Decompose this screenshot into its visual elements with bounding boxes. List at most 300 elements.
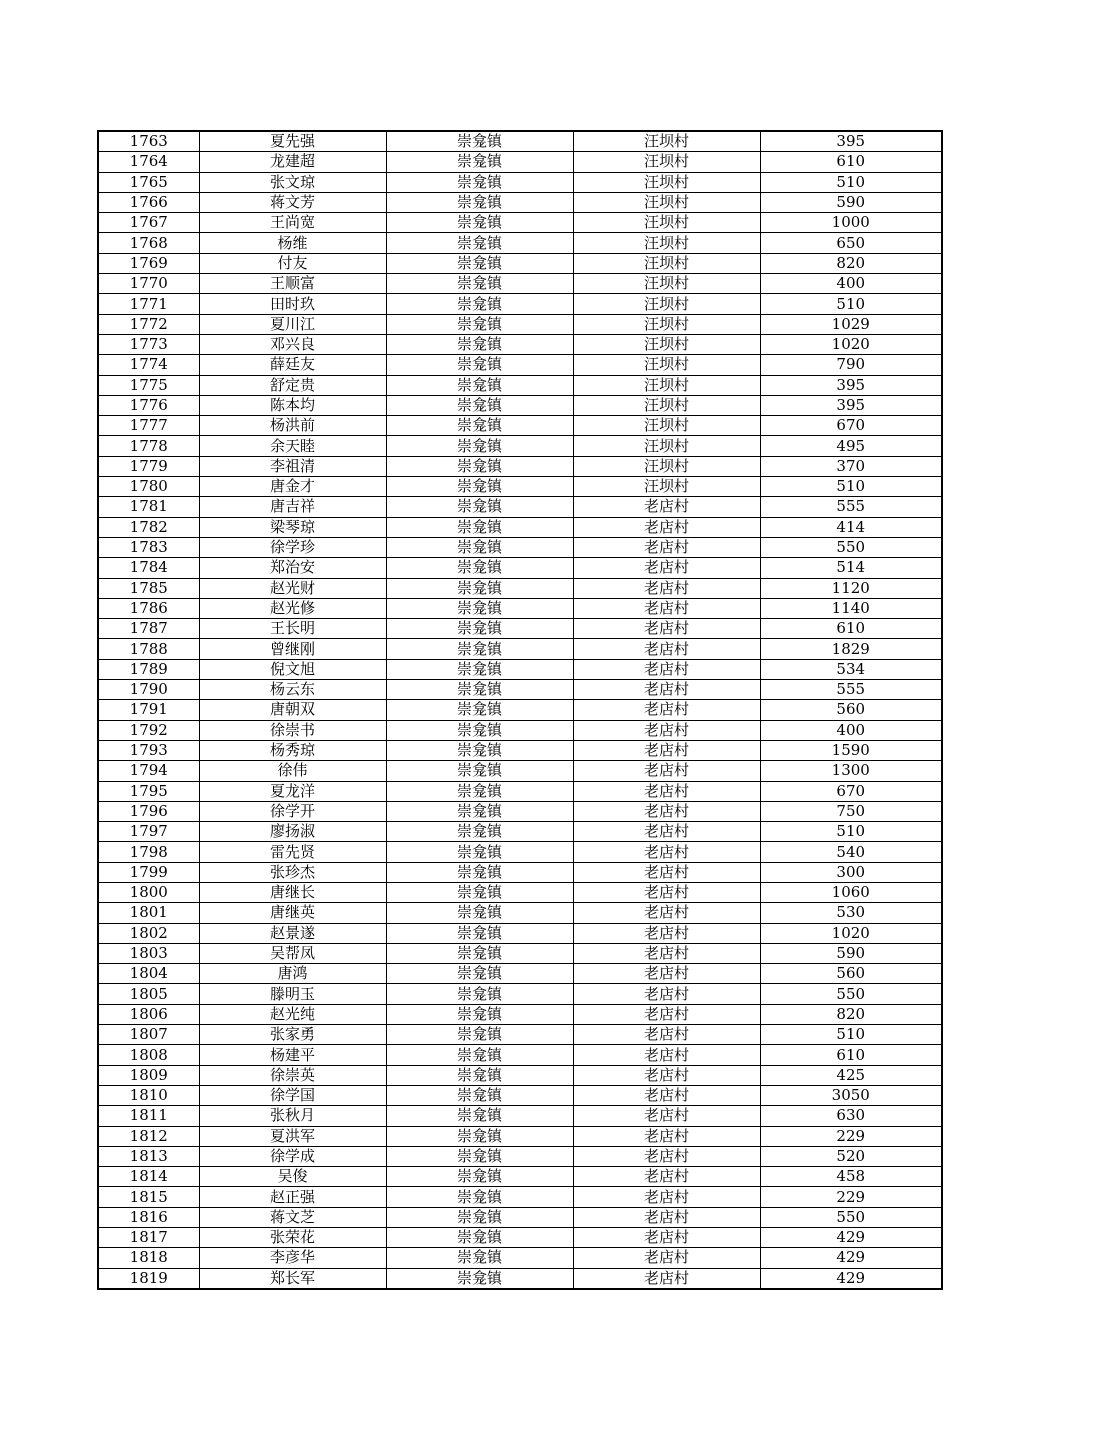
table-row xyxy=(98,274,942,294)
cell-name: 唐继长 xyxy=(199,882,386,902)
cell-village: 老店村 xyxy=(573,923,760,943)
table-row xyxy=(98,1187,942,1207)
cell-name: 徐学珍 xyxy=(199,537,386,557)
cell-number: 1769 xyxy=(98,253,199,273)
cell-name: 唐金才 xyxy=(199,477,386,497)
cell-number: 1766 xyxy=(98,192,199,212)
cell-town: 崇龛镇 xyxy=(386,233,573,253)
cell-name: 夏先强 xyxy=(199,131,386,152)
cell-village: 老店村 xyxy=(573,1085,760,1105)
table-row xyxy=(98,416,942,436)
cell-amount: 1060 xyxy=(760,882,942,902)
cell-amount: 540 xyxy=(760,842,942,862)
table-row xyxy=(98,578,942,598)
cell-amount: 550 xyxy=(760,984,942,1004)
cell-town: 崇龛镇 xyxy=(386,659,573,679)
cell-number: 1789 xyxy=(98,659,199,679)
cell-number: 1810 xyxy=(98,1085,199,1105)
cell-village: 老店村 xyxy=(573,1045,760,1065)
cell-town: 崇龛镇 xyxy=(386,375,573,395)
table-row xyxy=(98,1085,942,1105)
cell-amount: 1020 xyxy=(760,334,942,354)
cell-number: 1771 xyxy=(98,294,199,314)
table-row xyxy=(98,842,942,862)
cell-amount: 395 xyxy=(760,395,942,415)
cell-name: 杨秀琼 xyxy=(199,740,386,760)
cell-village: 老店村 xyxy=(573,781,760,801)
cell-amount: 510 xyxy=(760,477,942,497)
table-row xyxy=(98,680,942,700)
cell-town: 崇龛镇 xyxy=(386,253,573,273)
cell-village: 老店村 xyxy=(573,558,760,578)
cell-town: 崇龛镇 xyxy=(386,903,573,923)
cell-number: 1806 xyxy=(98,1004,199,1024)
cell-number: 1785 xyxy=(98,578,199,598)
cell-village: 汪坝村 xyxy=(573,416,760,436)
cell-name: 徐崇书 xyxy=(199,720,386,740)
table-row xyxy=(98,1126,942,1146)
cell-village: 老店村 xyxy=(573,1004,760,1024)
table-row xyxy=(98,497,942,517)
cell-village: 汪坝村 xyxy=(573,456,760,476)
cell-village: 老店村 xyxy=(573,1106,760,1126)
cell-town: 崇龛镇 xyxy=(386,1187,573,1207)
table-row xyxy=(98,477,942,497)
cell-village: 老店村 xyxy=(573,801,760,821)
cell-town: 崇龛镇 xyxy=(386,558,573,578)
cell-name: 付友 xyxy=(199,253,386,273)
cell-name: 吴帮凤 xyxy=(199,943,386,963)
cell-name: 徐学成 xyxy=(199,1146,386,1166)
cell-number: 1783 xyxy=(98,537,199,557)
cell-number: 1784 xyxy=(98,558,199,578)
cell-amount: 530 xyxy=(760,903,942,923)
table-row xyxy=(98,801,942,821)
cell-village: 汪坝村 xyxy=(573,213,760,233)
cell-village: 汪坝村 xyxy=(573,355,760,375)
cell-amount: 650 xyxy=(760,233,942,253)
cell-village: 汪坝村 xyxy=(573,192,760,212)
cell-amount: 400 xyxy=(760,720,942,740)
cell-town: 崇龛镇 xyxy=(386,1065,573,1085)
cell-number: 1765 xyxy=(98,172,199,192)
cell-amount: 610 xyxy=(760,152,942,172)
cell-village: 老店村 xyxy=(573,619,760,639)
cell-name: 张珍杰 xyxy=(199,862,386,882)
cell-name: 夏洪军 xyxy=(199,1126,386,1146)
cell-name: 杨云东 xyxy=(199,680,386,700)
cell-amount: 429 xyxy=(760,1268,942,1289)
cell-town: 崇龛镇 xyxy=(386,334,573,354)
cell-amount: 400 xyxy=(760,274,942,294)
cell-village: 老店村 xyxy=(573,943,760,963)
cell-town: 崇龛镇 xyxy=(386,1268,573,1289)
table-row xyxy=(98,1106,942,1126)
table-row xyxy=(98,984,942,1004)
cell-village: 老店村 xyxy=(573,700,760,720)
cell-number: 1804 xyxy=(98,964,199,984)
table-row xyxy=(98,1248,942,1268)
cell-town: 崇龛镇 xyxy=(386,680,573,700)
cell-amount: 495 xyxy=(760,436,942,456)
cell-number: 1782 xyxy=(98,517,199,537)
table-row xyxy=(98,1167,942,1187)
cell-village: 汪坝村 xyxy=(573,334,760,354)
cell-name: 陈本均 xyxy=(199,395,386,415)
cell-village: 汪坝村 xyxy=(573,477,760,497)
cell-town: 崇龛镇 xyxy=(386,761,573,781)
cell-town: 崇龛镇 xyxy=(386,882,573,902)
cell-number: 1814 xyxy=(98,1167,199,1187)
cell-number: 1786 xyxy=(98,598,199,618)
cell-name: 舒定贵 xyxy=(199,375,386,395)
table-body xyxy=(98,131,942,1289)
cell-name: 薛廷友 xyxy=(199,355,386,375)
cell-number: 1815 xyxy=(98,1187,199,1207)
cell-amount: 555 xyxy=(760,680,942,700)
cell-number: 1818 xyxy=(98,1248,199,1268)
cell-amount: 429 xyxy=(760,1248,942,1268)
cell-number: 1792 xyxy=(98,720,199,740)
cell-name: 蒋文芝 xyxy=(199,1207,386,1227)
cell-town: 崇龛镇 xyxy=(386,152,573,172)
table-row xyxy=(98,619,942,639)
cell-number: 1791 xyxy=(98,700,199,720)
cell-village: 老店村 xyxy=(573,822,760,842)
cell-village: 老店村 xyxy=(573,842,760,862)
cell-town: 崇龛镇 xyxy=(386,598,573,618)
cell-village: 汪坝村 xyxy=(573,253,760,273)
cell-number: 1776 xyxy=(98,395,199,415)
cell-number: 1811 xyxy=(98,1106,199,1126)
cell-amount: 395 xyxy=(760,131,942,152)
table-row xyxy=(98,334,942,354)
cell-village: 老店村 xyxy=(573,720,760,740)
table-row xyxy=(98,882,942,902)
cell-amount: 1000 xyxy=(760,213,942,233)
table-row xyxy=(98,598,942,618)
cell-name: 徐崇英 xyxy=(199,1065,386,1085)
cell-town: 崇龛镇 xyxy=(386,436,573,456)
cell-number: 1796 xyxy=(98,801,199,821)
cell-name: 唐鸿 xyxy=(199,964,386,984)
cell-name: 田时玖 xyxy=(199,294,386,314)
cell-village: 汪坝村 xyxy=(573,294,760,314)
cell-village: 老店村 xyxy=(573,1187,760,1207)
cell-number: 1763 xyxy=(98,131,199,152)
cell-amount: 790 xyxy=(760,355,942,375)
cell-name: 李祖清 xyxy=(199,456,386,476)
cell-name: 唐朝双 xyxy=(199,700,386,720)
table-row xyxy=(98,375,942,395)
cell-name: 张文琼 xyxy=(199,172,386,192)
table-row xyxy=(98,172,942,192)
cell-name: 李彦华 xyxy=(199,1248,386,1268)
table-row xyxy=(98,294,942,314)
cell-town: 崇龛镇 xyxy=(386,1146,573,1166)
cell-town: 崇龛镇 xyxy=(386,192,573,212)
cell-name: 倪文旭 xyxy=(199,659,386,679)
cell-number: 1777 xyxy=(98,416,199,436)
cell-village: 汪坝村 xyxy=(573,172,760,192)
cell-town: 崇龛镇 xyxy=(386,1045,573,1065)
cell-town: 崇龛镇 xyxy=(386,1106,573,1126)
cell-name: 王顺富 xyxy=(199,274,386,294)
cell-town: 崇龛镇 xyxy=(386,131,573,152)
cell-name: 邓兴良 xyxy=(199,334,386,354)
cell-town: 崇龛镇 xyxy=(386,943,573,963)
cell-number: 1778 xyxy=(98,436,199,456)
cell-amount: 1300 xyxy=(760,761,942,781)
cell-number: 1800 xyxy=(98,882,199,902)
cell-village: 汪坝村 xyxy=(573,375,760,395)
cell-name: 夏龙洋 xyxy=(199,781,386,801)
cell-amount: 610 xyxy=(760,619,942,639)
cell-name: 王尚宽 xyxy=(199,213,386,233)
table-row xyxy=(98,537,942,557)
cell-village: 老店村 xyxy=(573,517,760,537)
cell-amount: 534 xyxy=(760,659,942,679)
table-row xyxy=(98,436,942,456)
cell-amount: 1590 xyxy=(760,740,942,760)
cell-village: 汪坝村 xyxy=(573,274,760,294)
cell-number: 1817 xyxy=(98,1228,199,1248)
cell-town: 崇龛镇 xyxy=(386,1004,573,1024)
cell-town: 崇龛镇 xyxy=(386,314,573,334)
cell-amount: 1829 xyxy=(760,639,942,659)
cell-town: 崇龛镇 xyxy=(386,1207,573,1227)
cell-amount: 1020 xyxy=(760,923,942,943)
table-row xyxy=(98,761,942,781)
table-row xyxy=(98,720,942,740)
cell-name: 廖扬淑 xyxy=(199,822,386,842)
cell-amount: 550 xyxy=(760,1207,942,1227)
cell-amount: 3050 xyxy=(760,1085,942,1105)
cell-amount: 560 xyxy=(760,964,942,984)
cell-name: 曾继刚 xyxy=(199,639,386,659)
cell-number: 1779 xyxy=(98,456,199,476)
cell-amount: 520 xyxy=(760,1146,942,1166)
cell-village: 老店村 xyxy=(573,862,760,882)
cell-number: 1794 xyxy=(98,761,199,781)
cell-name: 赵正强 xyxy=(199,1187,386,1207)
table-row xyxy=(98,862,942,882)
cell-name: 张秋月 xyxy=(199,1106,386,1126)
table-row xyxy=(98,558,942,578)
cell-number: 1802 xyxy=(98,923,199,943)
cell-name: 徐学国 xyxy=(199,1085,386,1105)
cell-number: 1808 xyxy=(98,1045,199,1065)
cell-name: 王长明 xyxy=(199,619,386,639)
cell-number: 1772 xyxy=(98,314,199,334)
cell-town: 崇龛镇 xyxy=(386,619,573,639)
cell-number: 1801 xyxy=(98,903,199,923)
cell-town: 崇龛镇 xyxy=(386,294,573,314)
cell-amount: 414 xyxy=(760,517,942,537)
cell-village: 老店村 xyxy=(573,740,760,760)
table-row xyxy=(98,152,942,172)
cell-amount: 590 xyxy=(760,943,942,963)
cell-town: 崇龛镇 xyxy=(386,822,573,842)
cell-village: 汪坝村 xyxy=(573,436,760,456)
cell-number: 1774 xyxy=(98,355,199,375)
cell-town: 崇龛镇 xyxy=(386,781,573,801)
cell-village: 老店村 xyxy=(573,903,760,923)
cell-number: 1807 xyxy=(98,1025,199,1045)
cell-village: 老店村 xyxy=(573,598,760,618)
cell-village: 老店村 xyxy=(573,1146,760,1166)
cell-name: 赵光修 xyxy=(199,598,386,618)
cell-village: 老店村 xyxy=(573,1268,760,1289)
cell-number: 1798 xyxy=(98,842,199,862)
cell-village: 老店村 xyxy=(573,964,760,984)
cell-number: 1793 xyxy=(98,740,199,760)
table-row xyxy=(98,314,942,334)
cell-number: 1775 xyxy=(98,375,199,395)
cell-amount: 510 xyxy=(760,822,942,842)
cell-number: 1795 xyxy=(98,781,199,801)
cell-town: 崇龛镇 xyxy=(386,984,573,1004)
table-row xyxy=(98,659,942,679)
cell-name: 雷先贤 xyxy=(199,842,386,862)
cell-town: 崇龛镇 xyxy=(386,1228,573,1248)
table-row xyxy=(98,456,942,476)
cell-amount: 429 xyxy=(760,1228,942,1248)
cell-number: 1781 xyxy=(98,497,199,517)
cell-name: 杨维 xyxy=(199,233,386,253)
cell-town: 崇龛镇 xyxy=(386,456,573,476)
table-row xyxy=(98,740,942,760)
cell-village: 老店村 xyxy=(573,1065,760,1085)
cell-village: 老店村 xyxy=(573,537,760,557)
cell-amount: 510 xyxy=(760,172,942,192)
cell-amount: 1029 xyxy=(760,314,942,334)
cell-town: 崇龛镇 xyxy=(386,740,573,760)
cell-number: 1809 xyxy=(98,1065,199,1085)
cell-village: 汪坝村 xyxy=(573,131,760,152)
cell-name: 徐伟 xyxy=(199,761,386,781)
cell-town: 崇龛镇 xyxy=(386,700,573,720)
cell-name: 蒋文芳 xyxy=(199,192,386,212)
cell-town: 崇龛镇 xyxy=(386,477,573,497)
cell-amount: 1120 xyxy=(760,578,942,598)
cell-number: 1768 xyxy=(98,233,199,253)
cell-name: 余天睦 xyxy=(199,436,386,456)
cell-amount: 630 xyxy=(760,1106,942,1126)
cell-town: 崇龛镇 xyxy=(386,842,573,862)
cell-amount: 1140 xyxy=(760,598,942,618)
cell-village: 老店村 xyxy=(573,1248,760,1268)
table-row xyxy=(98,395,942,415)
table-row xyxy=(98,253,942,273)
cell-number: 1787 xyxy=(98,619,199,639)
cell-village: 老店村 xyxy=(573,1025,760,1045)
cell-name: 夏川江 xyxy=(199,314,386,334)
cell-village: 汪坝村 xyxy=(573,314,760,334)
cell-number: 1788 xyxy=(98,639,199,659)
cell-town: 崇龛镇 xyxy=(386,923,573,943)
cell-amount: 555 xyxy=(760,497,942,517)
cell-name: 赵光纯 xyxy=(199,1004,386,1024)
cell-amount: 510 xyxy=(760,1025,942,1045)
cell-town: 崇龛镇 xyxy=(386,416,573,436)
cell-town: 崇龛镇 xyxy=(386,1085,573,1105)
table-row xyxy=(98,903,942,923)
cell-town: 崇龛镇 xyxy=(386,801,573,821)
cell-town: 崇龛镇 xyxy=(386,862,573,882)
cell-number: 1803 xyxy=(98,943,199,963)
table-row xyxy=(98,964,942,984)
table-row xyxy=(98,1065,942,1085)
cell-number: 1813 xyxy=(98,1146,199,1166)
data-table xyxy=(97,130,943,1290)
table-row xyxy=(98,781,942,801)
cell-amount: 229 xyxy=(760,1126,942,1146)
cell-amount: 750 xyxy=(760,801,942,821)
cell-amount: 670 xyxy=(760,781,942,801)
cell-village: 老店村 xyxy=(573,1228,760,1248)
table-row xyxy=(98,1146,942,1166)
table-row xyxy=(98,517,942,537)
cell-village: 老店村 xyxy=(573,761,760,781)
cell-name: 赵光财 xyxy=(199,578,386,598)
cell-town: 崇龛镇 xyxy=(386,720,573,740)
cell-name: 唐吉祥 xyxy=(199,497,386,517)
table-row xyxy=(98,192,942,212)
cell-number: 1799 xyxy=(98,862,199,882)
cell-village: 老店村 xyxy=(573,659,760,679)
cell-number: 1780 xyxy=(98,477,199,497)
cell-number: 1767 xyxy=(98,213,199,233)
cell-amount: 458 xyxy=(760,1167,942,1187)
cell-amount: 229 xyxy=(760,1187,942,1207)
cell-number: 1816 xyxy=(98,1207,199,1227)
cell-name: 郑长军 xyxy=(199,1268,386,1289)
cell-village: 老店村 xyxy=(573,497,760,517)
cell-town: 崇龛镇 xyxy=(386,578,573,598)
cell-number: 1797 xyxy=(98,822,199,842)
cell-amount: 820 xyxy=(760,253,942,273)
table-row xyxy=(98,923,942,943)
cell-amount: 820 xyxy=(760,1004,942,1024)
cell-name: 郑治安 xyxy=(199,558,386,578)
cell-town: 崇龛镇 xyxy=(386,497,573,517)
cell-village: 老店村 xyxy=(573,639,760,659)
cell-town: 崇龛镇 xyxy=(386,355,573,375)
cell-name: 徐学开 xyxy=(199,801,386,821)
cell-amount: 610 xyxy=(760,1045,942,1065)
cell-number: 1812 xyxy=(98,1126,199,1146)
cell-amount: 670 xyxy=(760,416,942,436)
cell-name: 唐继英 xyxy=(199,903,386,923)
cell-town: 崇龛镇 xyxy=(386,639,573,659)
table-row xyxy=(98,822,942,842)
cell-number: 1773 xyxy=(98,334,199,354)
cell-amount: 425 xyxy=(760,1065,942,1085)
table-row xyxy=(98,1025,942,1045)
cell-name: 滕明玉 xyxy=(199,984,386,1004)
cell-town: 崇龛镇 xyxy=(386,1126,573,1146)
cell-amount: 300 xyxy=(760,862,942,882)
cell-amount: 560 xyxy=(760,700,942,720)
cell-village: 老店村 xyxy=(573,578,760,598)
cell-amount: 370 xyxy=(760,456,942,476)
cell-number: 1764 xyxy=(98,152,199,172)
cell-amount: 590 xyxy=(760,192,942,212)
table-row xyxy=(98,1228,942,1248)
table-row xyxy=(98,1045,942,1065)
cell-village: 老店村 xyxy=(573,984,760,1004)
